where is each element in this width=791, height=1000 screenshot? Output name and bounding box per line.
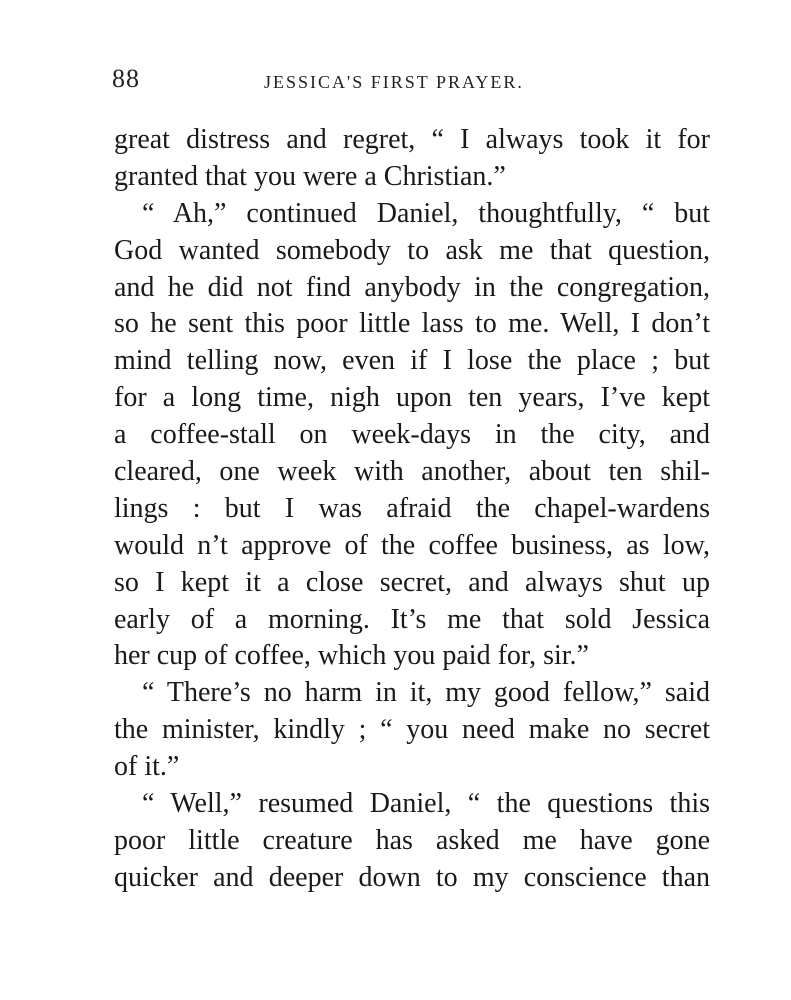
text-line: and he did not find anybody in the congregation,	[114, 271, 710, 303]
running-head: JESSICA'S FIRST PRAYER.	[264, 72, 524, 92]
text-line: great distress and regret, “ I always took it for	[114, 124, 710, 155]
text-line: so he sent this poor little lass to me. Well, I don’t	[114, 308, 710, 340]
text-line: quicker and deeper down to my conscience than	[114, 861, 710, 893]
text-line: early of a morning. It’s me that sold Jessica	[114, 603, 710, 635]
text-line: a coffee-stall on week-days in the city, and	[114, 419, 710, 451]
text-line: granted that you were a Christian.”	[114, 160, 506, 192]
page-header	[112, 64, 712, 100]
text-line: the minister, kindly ; “ you need make no secret	[114, 714, 710, 746]
text-line: of it.”	[114, 751, 180, 783]
text-line: poor little creature has asked me have gone	[114, 824, 710, 856]
text-line: “ Well,” resumed Daniel, “ the questions this	[142, 788, 710, 820]
text-line: so I kept it a close secret, and always shut up	[114, 566, 710, 598]
text-line: lings : but I was afraid the chapel-wardens	[114, 492, 710, 524]
text-line: for a long time, nigh upon ten years, I’ve kept	[114, 382, 710, 414]
page-number: 88	[112, 64, 140, 93]
text-line: “ Ah,” continued Daniel, thoughtfully, “ but	[142, 197, 710, 229]
text-line: her cup of coffee, which you paid for, sir.”	[114, 640, 589, 672]
text-line: God wanted somebody to ask me that question,	[114, 234, 710, 266]
text-line: “ There’s no harm in it, my good fellow,” said	[142, 677, 710, 709]
text-line: mind telling now, even if I lose the place ; but	[114, 345, 710, 377]
text-line: cleared, one week with another, about ten shil-	[114, 456, 710, 488]
body-text	[114, 122, 710, 897]
text-line: would n’t approve of the coffee business, as low,	[114, 529, 710, 561]
